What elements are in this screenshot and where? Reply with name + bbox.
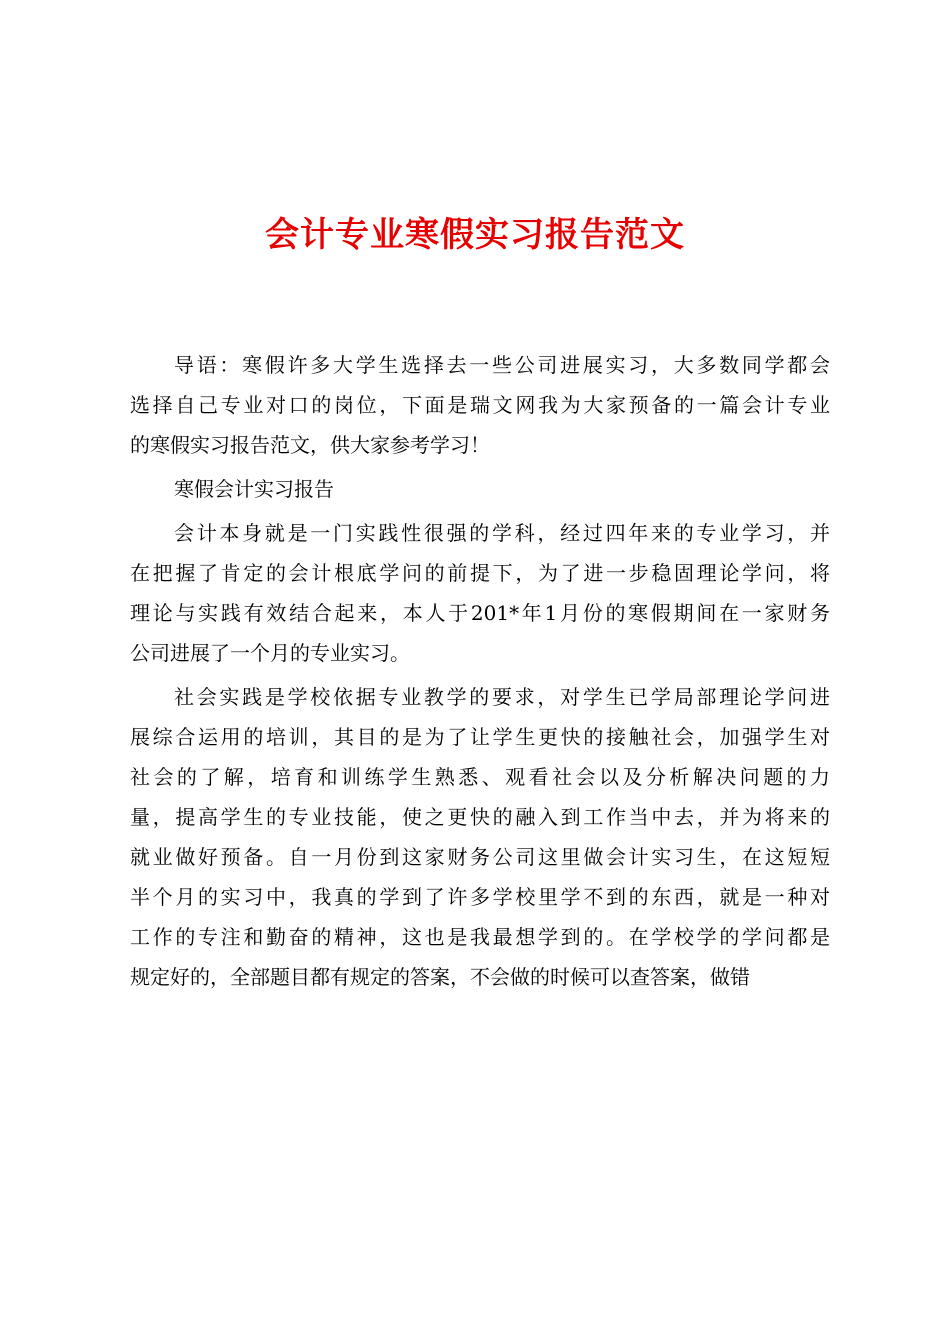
paragraph-line: 寒假会计实习报告: [174, 477, 334, 501]
paragraph-line: 理论与实践有效结合起来，本人于201*年1月份的寒假期间在一家财务: [130, 601, 830, 625]
paragraph-line: 规定好的，全部题目都有规定的答案，不会做的时候可以查答案，做错: [130, 965, 750, 989]
paragraph-line: 社会的了解，培育和训练学生熟悉、观看社会以及分析解决问题的力: [130, 765, 830, 789]
paragraph-line: 导语：寒假许多大学生选择去一些公司进展实习，大多数同学都会: [174, 353, 830, 377]
paragraph-line: 会计本身就是一门实践性很强的学科，经过四年来的专业学习，并: [174, 521, 830, 545]
paragraph-line: 就业做好预备。自一月份到这家财务公司这里做会计实习生，在这短短: [130, 845, 830, 869]
paragraph-line: 展综合运用的培训，其目的是为了让学生更快的接触社会，加强学生对: [130, 725, 830, 749]
paragraph-line: 选择自己专业对口的岗位，下面是瑞文网我为大家预备的一篇会计专业: [130, 393, 830, 417]
body-paragraph: [130, 677, 830, 997]
paragraph-line: 公司进展了一个月的专业实习。: [130, 641, 410, 665]
paragraph-line: 半个月的实习中，我真的学到了许多学校里学不到的东西，就是一种对: [130, 885, 830, 909]
body-paragraph: [130, 345, 830, 465]
paragraph-line: 社会实践是学校依据专业教学的要求，对学生已学局部理论学问进: [174, 685, 830, 709]
paragraph-line: 在把握了肯定的会计根底学问的前提下，为了进一步稳固理论学问，将: [130, 561, 830, 585]
document-body: [130, 345, 830, 1001]
body-paragraph: [130, 469, 830, 509]
body-paragraph: [130, 513, 830, 673]
document-title: 会计专业寒假实习报告范文: [265, 215, 685, 255]
paragraph-line: 的寒假实习报告范文，供大家参考学习！: [130, 433, 490, 457]
paragraph-line: 工作的专注和勤奋的精神，这也是我最想学到的。在学校学的学问都是: [130, 925, 830, 949]
paragraph-line: 量，提高学生的专业技能，使之更快的融入到工作当中去，并为将来的: [130, 805, 830, 829]
